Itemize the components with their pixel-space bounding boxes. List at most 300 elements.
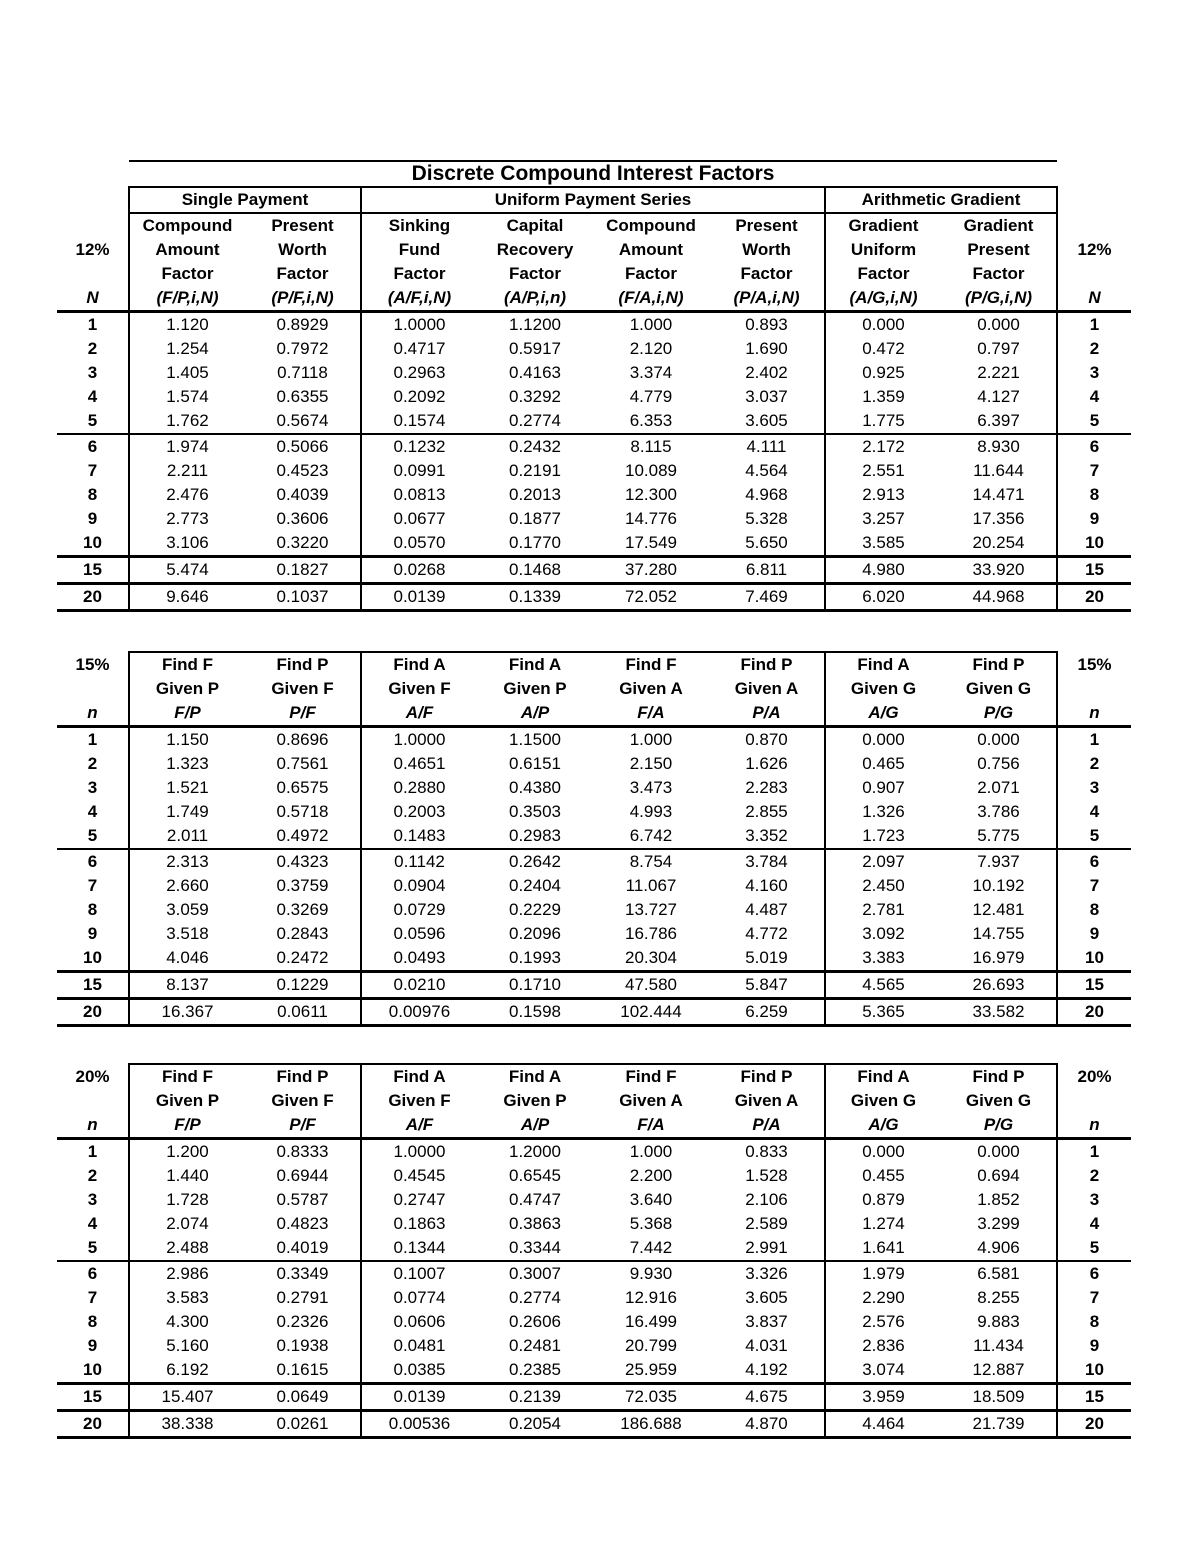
interest-table-15 [57,651,1131,1027]
factor-value: 12.887 [941,1358,1057,1384]
factor-value: 1.852 [941,1188,1057,1212]
factor-value: 0.1938 [276,1336,329,1355]
column-header: P/A [709,701,825,727]
factor-value: 14.776 [625,509,677,528]
column-header: Find F [129,652,245,677]
factor-value: 12.481 [941,898,1057,922]
factor-value: 1.775 [825,409,941,434]
factor-value: 2.106 [745,1190,788,1209]
factor-value: 5.775 [941,824,1057,849]
factor-value: 18.509 [941,1384,1057,1411]
column-header: P/A [709,1113,825,1139]
factor-value: 11.644 [941,459,1057,483]
column-header: Given G [825,677,941,701]
factor-value: 0.4019 [245,1236,361,1261]
factor-value: 2.855 [745,802,788,821]
factor-value: 2.450 [825,874,941,898]
factor-value: 20.304 [593,946,709,972]
factor-value: 0.756 [941,752,1057,776]
n-label-right: N [1057,286,1131,312]
column-header: Find F [129,1064,245,1089]
factor-value: 0.1863 [361,1212,477,1236]
factor-value: 2.097 [825,849,941,874]
factor-value: 0.4523 [276,461,329,480]
period-n: 5 [1057,409,1131,434]
period-n: 5 [57,824,129,849]
factor-value: 1.150 [129,727,245,753]
rate-label-right: 20% [1077,1066,1112,1086]
table-row [57,849,1131,874]
period-n: 4 [1089,802,1100,821]
factor-value: 3.257 [825,507,941,531]
factor-value: 4.031 [745,1336,788,1355]
column-header: A/P [477,1113,593,1139]
column-header: (A/F,i,N) [361,286,477,312]
factor-value: 0.0611 [245,999,361,1026]
factor-value: 0.6944 [276,1166,329,1185]
factor-value: 0.0729 [361,898,477,922]
factor-value: 2.150 [629,754,673,773]
factor-value: 2.476 [129,483,245,507]
period-n: 3 [87,1190,98,1209]
factor-value: 0.2606 [509,1312,561,1331]
factor-value: 0.1339 [477,584,593,611]
column-header: Find F [593,1064,709,1089]
factor-value: 0.000 [941,312,1057,338]
factor-value: 21.739 [941,1411,1057,1438]
factor-value: 9.930 [629,1264,673,1283]
factor-value: 2.313 [129,849,245,874]
factor-value: 3.473 [629,778,673,797]
factor-value: 1.359 [825,385,941,409]
factor-value: 0.2013 [509,485,561,504]
factor-value: 0.797 [941,337,1057,361]
n-label-right: n [1057,701,1131,727]
factor-value: 3.059 [129,898,245,922]
factor-value: 2.773 [129,507,245,531]
factor-value: 4.300 [129,1310,245,1334]
factor-value: 1.0000 [361,1139,477,1165]
factor-value: 6.742 [593,824,709,849]
column-header: Given G [941,1089,1057,1113]
table-row [57,1334,1131,1358]
period-n: 3 [1089,363,1100,382]
factor-value: 1.323 [129,752,245,776]
column-header: Present [735,216,798,235]
table-row [57,409,1131,434]
group-arithmetic-gradient: Arithmetic Gradient [825,187,1057,213]
period-n: 6 [1089,1264,1100,1283]
period-n: 10 [57,531,129,557]
factor-value: 0.4747 [509,1190,561,1209]
factor-value: 3.518 [129,922,245,946]
period-n: 1 [87,730,98,749]
factor-value: 7.469 [709,584,825,611]
table-row [57,1384,1131,1411]
interest-table-12 [57,160,1131,612]
factor-value: 5.019 [709,946,825,972]
factor-value: 2.221 [941,361,1057,385]
factor-value: 11.067 [625,876,677,895]
table-row [57,1310,1131,1334]
factor-value: 26.693 [941,972,1057,999]
factor-value: 0.3863 [509,1214,561,1233]
period-n: 4 [1089,1214,1100,1233]
factor-value: 16.367 [129,999,245,1026]
factor-value: 6.581 [941,1261,1057,1286]
period-n: 15 [1057,1384,1131,1411]
factor-value: 2.913 [825,483,941,507]
column-header: Gradient [825,213,941,238]
table-row [57,557,1131,584]
period-n: 3 [1089,778,1100,797]
factor-value: 0.6151 [509,754,561,773]
factor-value: 8.115 [630,437,672,456]
factor-value: 0.8333 [276,1142,329,1161]
factor-value: 1.000 [629,730,673,749]
table-row [57,1212,1131,1236]
factor-value: 1.979 [825,1261,941,1286]
factor-value: 0.2054 [477,1411,593,1438]
factor-value: 4.487 [745,900,788,919]
period-n: 9 [1089,1336,1100,1355]
column-header: Given A [619,1091,683,1110]
factor-value: 0.455 [825,1164,941,1188]
factor-value: 3.037 [745,387,788,406]
table-row [57,1188,1131,1212]
table-row [57,727,1131,753]
period-n: 8 [1089,485,1100,504]
period-n: 2 [87,339,98,358]
factor-value: 0.6355 [276,387,329,406]
period-n: 6 [87,437,98,456]
factor-value: 9.646 [129,584,245,611]
factor-value: 0.3220 [245,531,361,557]
n-label: N [57,286,129,312]
factor-value: 1.274 [825,1212,941,1236]
factor-value: 1.762 [129,409,245,434]
factor-value: 0.2326 [276,1312,329,1331]
column-header: Factor [276,264,329,283]
table-row [57,776,1131,800]
factor-value: 2.402 [745,363,788,382]
factor-value: 0.1598 [477,999,593,1026]
factor-value: 0.0677 [361,507,477,531]
column-header: Compound [129,213,245,238]
column-header: Recovery [496,240,574,259]
factor-value: 0.2003 [361,800,477,824]
factor-value: 1.0000 [361,312,477,338]
column-header: A/P [477,701,593,727]
factor-value: 4.192 [709,1358,825,1384]
period-n: 20 [57,1411,129,1438]
factor-value: 13.727 [625,900,677,919]
header-row [57,1113,1131,1139]
factor-value: 0.000 [941,1139,1057,1165]
period-n: 8 [87,900,98,919]
factor-value: 12.916 [625,1288,677,1307]
factor-value: 4.993 [629,802,673,821]
column-header: Uniform [825,238,941,262]
factor-value: 0.3292 [509,387,561,406]
factor-value: 0.694 [941,1164,1057,1188]
factor-value: 0.7972 [276,339,329,358]
factor-value: 0.3759 [276,876,329,895]
factor-value: 4.464 [825,1411,941,1438]
factor-value: 0.893 [745,315,788,334]
factor-value: 3.092 [825,922,941,946]
period-n: 8 [1089,900,1100,919]
factor-value: 3.374 [629,363,673,382]
factor-value: 0.4651 [361,752,477,776]
factor-value: 3.959 [825,1384,941,1411]
group-uniform-series: Uniform Payment Series [361,187,825,213]
column-header: A/G [825,701,941,727]
column-header: P/G [941,1113,1057,1139]
period-n: 9 [1089,509,1100,528]
factor-value: 16.499 [625,1312,677,1331]
factor-value: 0.7561 [276,754,329,773]
factor-value: 0.1827 [245,557,361,584]
period-n: 5 [1057,824,1131,849]
period-n: 15 [57,557,129,584]
factor-value: 0.3606 [276,509,329,528]
factor-value: 14.471 [941,483,1057,507]
factor-value: 16.979 [941,946,1057,972]
factor-value: 7.442 [593,1236,709,1261]
factor-value: 3.786 [941,800,1057,824]
period-n: 20 [1057,999,1131,1026]
table-row [57,1164,1131,1188]
factor-value: 0.0991 [361,459,477,483]
factor-value: 0.1229 [245,972,361,999]
factor-value: 1.626 [745,754,788,773]
column-header: Factor [509,264,561,283]
table-row [57,1286,1131,1310]
table-row [57,800,1131,824]
factor-value: 47.580 [593,972,709,999]
factor-value: 0.0261 [245,1411,361,1438]
factor-value: 11.434 [941,1334,1057,1358]
factor-value: 2.551 [825,459,941,483]
factor-value: 0.3269 [276,900,329,919]
factor-value: 0.2481 [509,1336,561,1355]
factor-value: 2.074 [129,1212,245,1236]
table-row [57,507,1131,531]
table-row [57,385,1131,409]
period-n: 15 [1057,557,1131,584]
factor-value: 6.397 [941,409,1057,434]
factor-value: 0.0139 [361,1384,477,1411]
factor-value: 72.035 [593,1384,709,1411]
factor-value: 0.5787 [276,1190,329,1209]
period-n: 10 [57,1358,129,1384]
factor-value: 0.1877 [509,509,561,528]
table-row [57,337,1131,361]
column-header: A/F [361,701,477,727]
factor-value: 4.111 [746,437,787,456]
factor-value: 0.7118 [277,363,328,382]
period-n: 2 [87,1166,98,1185]
column-header: Given F [361,677,477,701]
table-row [57,312,1131,338]
column-header: (P/F,i,N) [245,286,361,312]
factor-value: 0.8929 [276,315,329,334]
column-header: A/G [825,1113,941,1139]
factor-value: 0.2385 [477,1358,593,1384]
period-n: 7 [1089,461,1100,480]
period-n: 3 [87,778,98,797]
factor-value: 0.8696 [276,730,329,749]
table-row [57,531,1131,557]
factor-value: 3.299 [941,1212,1057,1236]
factor-value: 2.660 [129,874,245,898]
factor-value: 0.2963 [361,361,477,385]
column-header: Factor [361,262,477,286]
factor-value: 0.0385 [361,1358,477,1384]
group-header-row [57,187,1131,213]
factor-value: 3.383 [825,946,941,972]
spacer [57,677,129,701]
factor-value: 0.0268 [361,557,477,584]
table-row [57,874,1131,898]
factor-value: 0.925 [825,361,941,385]
factor-value: 72.052 [593,584,709,611]
header-row [57,262,1131,286]
table-row [57,752,1131,776]
factor-value: 0.0606 [361,1310,477,1334]
column-header: F/P [129,1113,245,1139]
factor-value: 0.5917 [509,339,561,358]
factor-value: 44.968 [941,584,1057,611]
factor-value: 1.641 [825,1236,941,1261]
column-header: Given F [271,679,334,698]
table-row [57,898,1131,922]
factor-value: 0.2229 [509,900,561,919]
column-header: Given P [503,679,567,698]
period-n: 20 [57,584,129,611]
period-n: 8 [1089,1312,1100,1331]
factor-value: 0.000 [941,727,1057,753]
factor-value: 6.192 [129,1358,245,1384]
period-n: 4 [87,387,98,406]
factor-value: 0.472 [825,337,941,361]
factor-value: 4.564 [745,461,788,480]
period-n: 20 [1057,1411,1131,1438]
factor-value: 0.000 [825,727,941,753]
column-header: P/F [245,701,361,727]
column-header: Find P [245,652,361,677]
factor-value: 1.521 [129,776,245,800]
period-n: 7 [1089,876,1100,895]
period-n: 6 [87,1264,98,1283]
factor-value: 8.930 [941,434,1057,459]
period-n: 15 [57,972,129,999]
factor-value: 5.847 [709,972,825,999]
factor-value: 6.353 [593,409,709,434]
factor-value: 2.991 [709,1236,825,1261]
factor-value: 0.000 [825,1139,941,1165]
period-n: 6 [1089,437,1100,456]
factor-value: 16.786 [625,924,677,943]
column-header: A/F [361,1113,477,1139]
factor-value: 3.784 [745,852,788,871]
column-header: Factor [941,262,1057,286]
factor-value: 3.640 [629,1190,673,1209]
column-header: Amount [129,238,245,262]
factor-value: 1.723 [825,824,941,849]
factor-value: 2.986 [129,1261,245,1286]
factor-value: 0.4972 [245,824,361,849]
factor-value: 17.549 [593,531,709,557]
factor-value: 1.326 [825,800,941,824]
factor-value: 0.465 [825,752,941,776]
column-header: Sinking [361,213,477,238]
column-header: Fund [361,238,477,262]
factor-value: 6.259 [709,999,825,1026]
factor-value: 0.2843 [276,924,329,943]
factor-value: 9.883 [941,1310,1057,1334]
factor-value: 12.300 [625,485,677,504]
factor-value: 6.811 [709,557,825,584]
period-n: 1 [87,1142,98,1161]
column-header: Given P [503,1091,567,1110]
group-single-payment: Single Payment [129,187,361,213]
table-row [57,946,1131,972]
table-title: Discrete Compound Interest Factors [129,161,1057,187]
factor-value: 0.870 [745,730,788,749]
factor-value: 37.280 [593,557,709,584]
table-row [57,999,1131,1026]
column-header: Find P [709,1064,825,1089]
period-n: 8 [87,485,98,504]
factor-value: 2.589 [745,1214,788,1233]
factor-value: 5.650 [709,531,825,557]
factor-value: 0.1770 [477,531,593,557]
factor-value: 0.0139 [361,584,477,611]
factor-value: 0.907 [825,776,941,800]
period-n: 4 [1089,387,1100,406]
factor-value: 1.1200 [509,315,561,334]
period-n: 7 [1089,1288,1100,1307]
factor-value: 3.605 [709,409,825,434]
table-row [57,824,1131,849]
factor-value: 0.4039 [276,485,329,504]
title-row [57,161,1131,187]
column-header: Given F [271,1091,334,1110]
column-header: Given G [825,1089,941,1113]
factor-value: 4.968 [745,485,788,504]
column-header: (P/G,i,N) [941,286,1057,312]
factor-value: 33.582 [941,999,1057,1026]
spacer [57,213,129,238]
header-row [57,1089,1131,1113]
factor-value: 0.00976 [361,999,477,1026]
factor-value: 4.127 [941,385,1057,409]
column-header: Find F [593,652,709,677]
period-n: 3 [1089,1190,1100,1209]
table-row [57,434,1131,459]
factor-value: 2.836 [825,1334,941,1358]
table-row [57,1236,1131,1261]
period-n: 15 [1057,972,1131,999]
factor-value: 5.328 [745,509,788,528]
factor-value: 1.728 [129,1188,245,1212]
factor-value: 20.799 [625,1336,677,1355]
column-header: (F/A,i,N) [593,286,709,312]
period-n: 1 [87,315,98,334]
factor-value: 3.074 [825,1358,941,1384]
